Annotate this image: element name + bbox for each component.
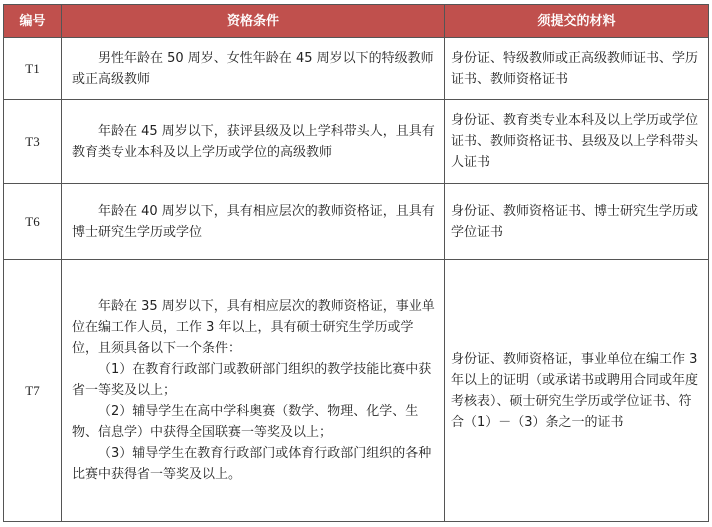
header-materials: 须提交的材料 [445,5,709,38]
header-code: 编号 [4,5,62,38]
condition-text: 年龄在 35 周岁以下，具有相应层次的教师资格证，事业单位在编工作人员，工作 3 年以上，具有硕士研究生学历或学位，且须具备以下一个条件： [72,299,435,356]
row-materials: 身份证、教师资格证书、博士研究生学历或学位证书 [445,184,709,260]
row-code: T6 [4,184,62,260]
row-conditions [62,100,445,184]
qualification-table [3,4,709,522]
row-materials: 身份证、特级教师或正高级教师证书、学历证书、教师资格证书 [445,38,709,100]
condition-item-2: （2）辅导学生在高中学科奥赛（数学、物理、化学、生物、信息学）中获得全国联赛一等奖及以上； [72,404,419,440]
table-row [4,100,709,184]
table-row [4,260,709,522]
header-conditions: 资格条件 [62,5,445,38]
condition-text: 男性年龄在 50 周岁、女性年龄在 45 周岁以下的特级教师或正高级教师 [72,50,434,87]
row-conditions [62,38,445,100]
row-materials: 身份证、教育类专业本科及以上学历或学位证书、教师资格证书、县级及以上学科带头人证书 [445,100,709,184]
condition-item-1: （1）在教育行政部门或教研部门组织的教学技能比赛中获省一等奖及以上； [72,362,432,398]
row-conditions [62,260,445,522]
condition-text: 年龄在 40 周岁以下，具有相应层次的教师资格证，且具有博士研究生学历或学位 [72,203,435,240]
table-header-row [4,5,709,38]
table-row [4,38,709,100]
condition-item-3: （3）辅导学生在教育行政部门或体育行政部门组织的各种比赛中获得省一等奖及以上。 [72,446,432,482]
row-code: T7 [4,260,62,522]
row-code: T1 [4,38,62,100]
row-code: T3 [4,100,62,184]
row-conditions [62,184,445,260]
table-row [4,184,709,260]
row-materials: 身份证、教师资格证，事业单位在编工作 3 年以上的证明（或承诺书或聘用合同或年度考核表）、硕士研究生学历或学位证书、符合（1）－（3）条之一的证书 [445,260,709,522]
condition-text: 年龄在 45 周岁以下，获评县级及以上学科带头人，且具有教育类专业本科及以上学历或学位的高级教师 [72,123,435,160]
